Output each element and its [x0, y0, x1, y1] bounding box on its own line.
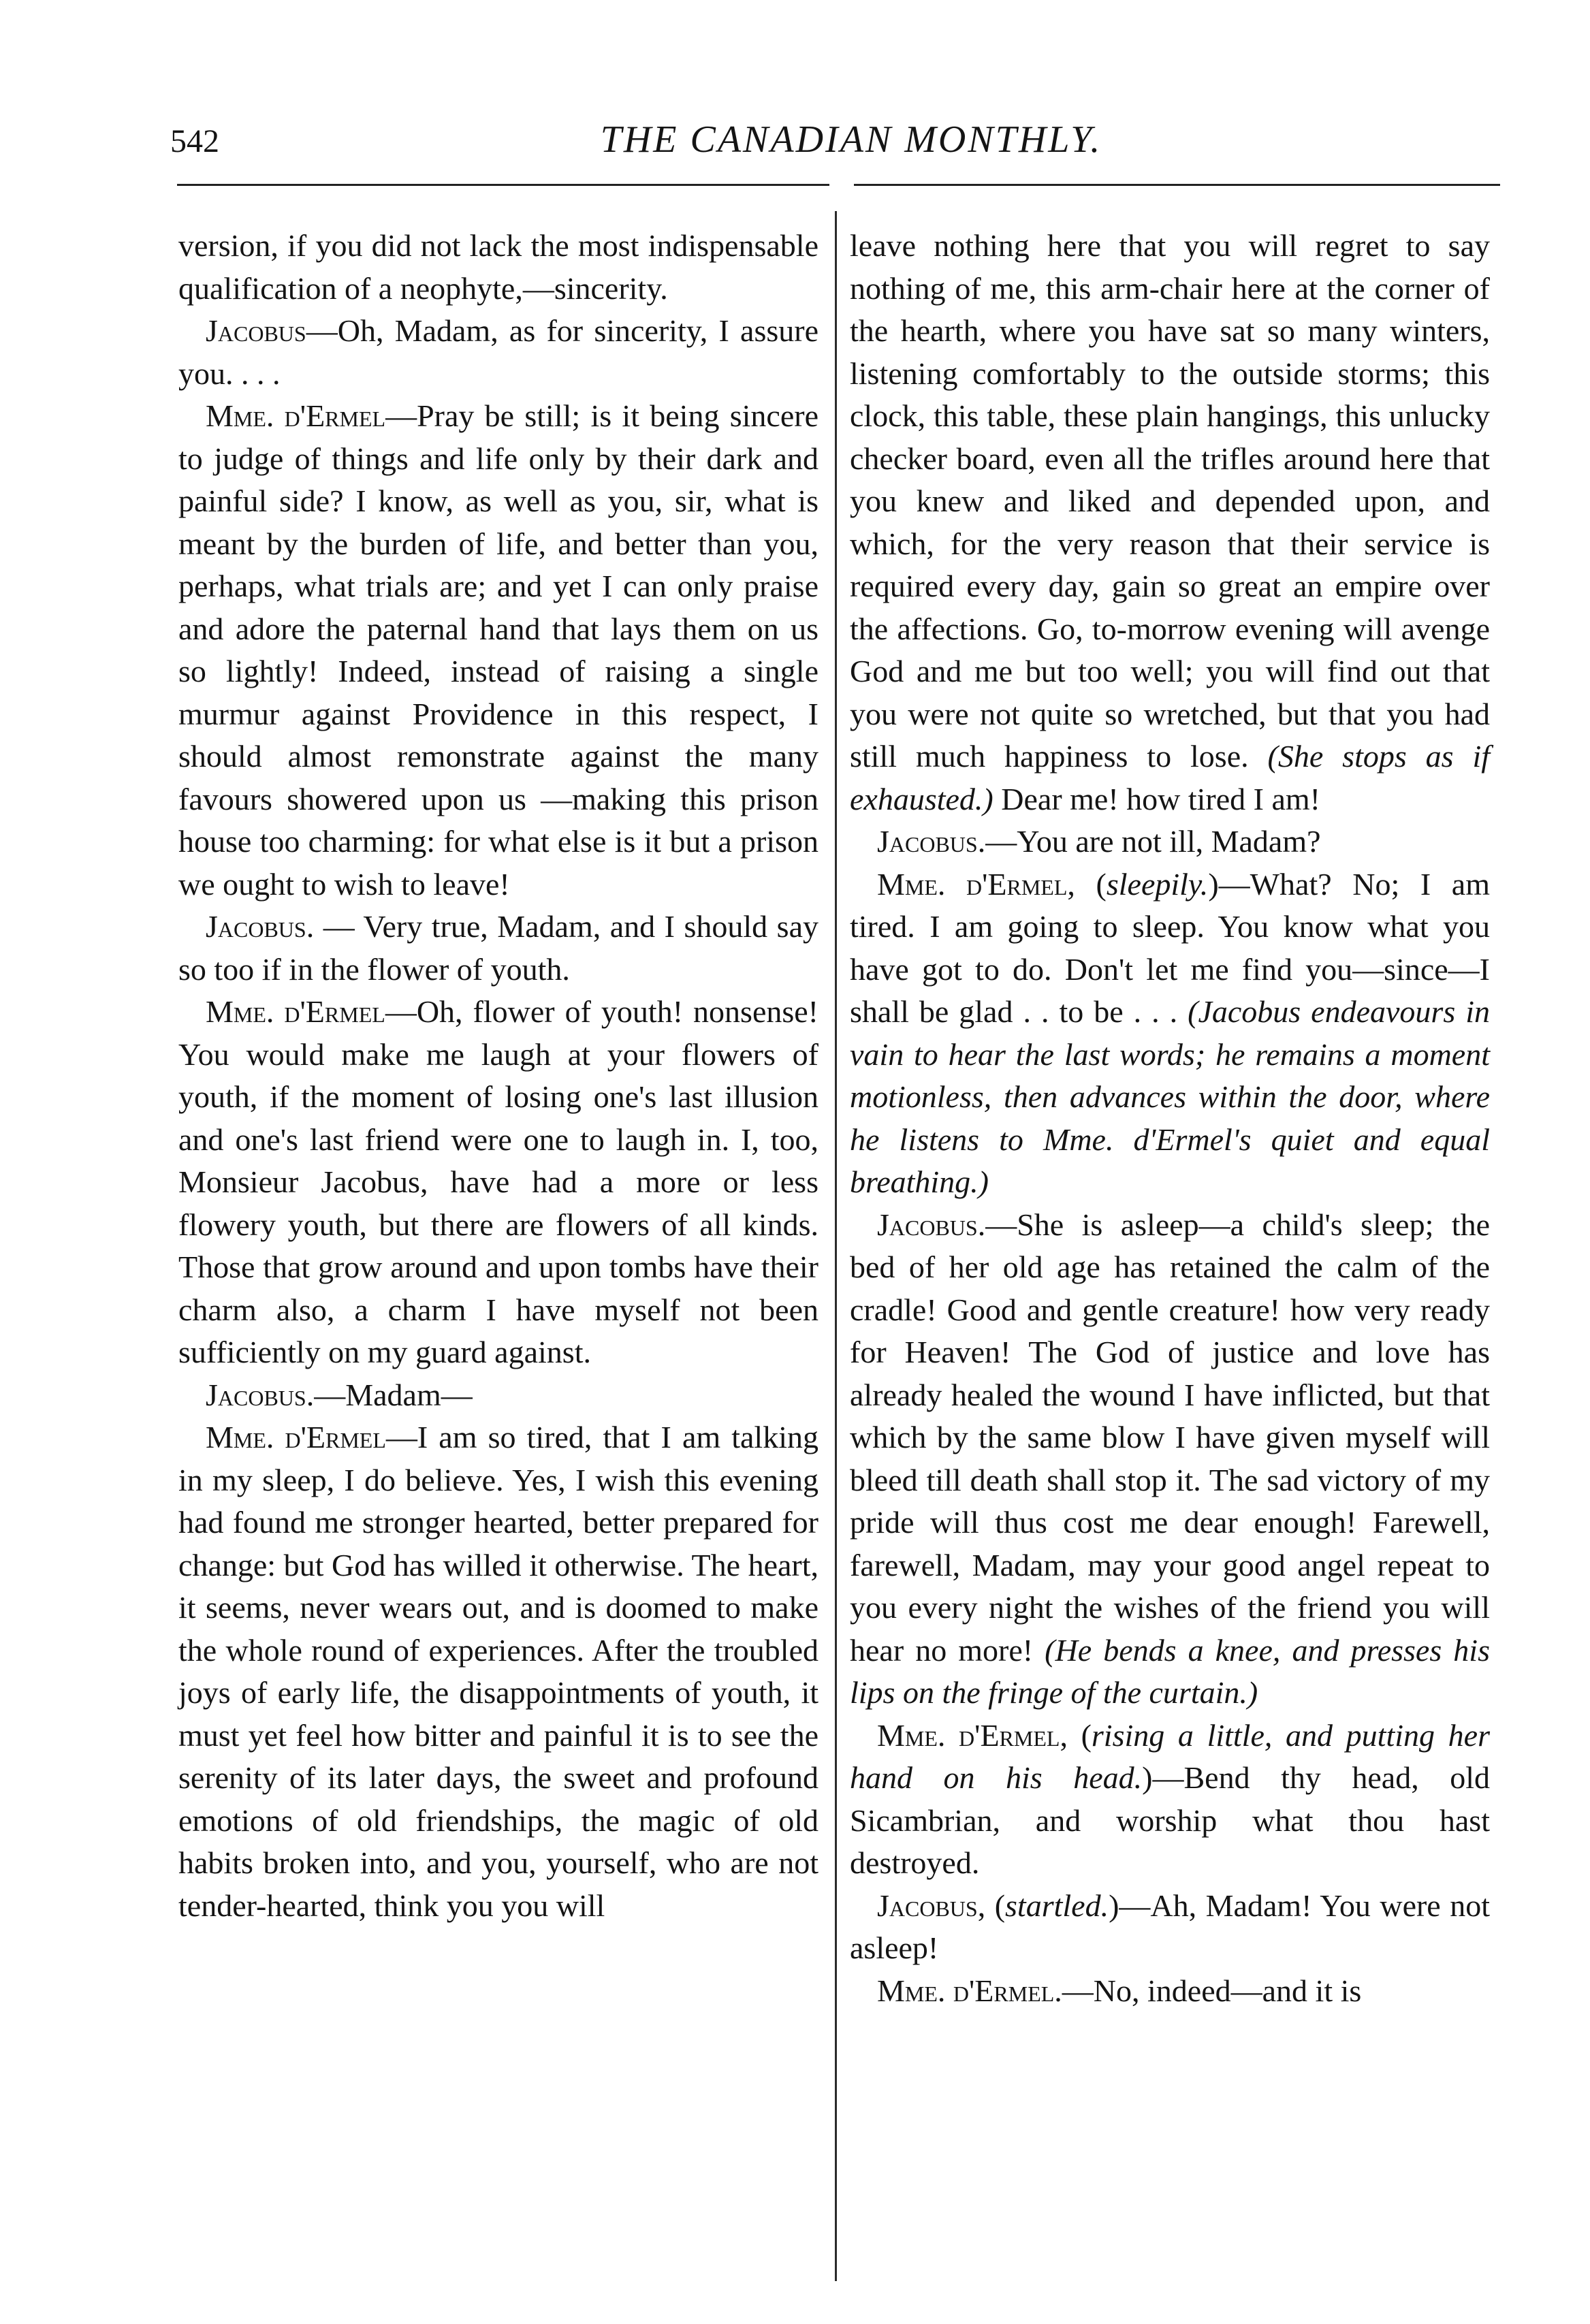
stage-direction: (He bends a knee, and presses his lips on the fringe of the curtain.) — [850, 1632, 1490, 1710]
dialogue-text: —Bend thy head, old Sicambrian, and worship what thou hast destroyed. — [850, 1760, 1490, 1880]
page-header — [0, 0, 1590, 218]
right-column — [850, 225, 1490, 2012]
dialogue-text: .—She is asleep—a child's sleep; the bed of her old age has retained the calm of the cradle! Good and gentle creature! how very ready for Heaven! The God of justice and love has already healed the wound I have inflicted, but that which by the same blow I have given myself will bleed till death shall stop it. The sad victory of my pride will thus cost me dear enough! Farewell, farewell, Madam, may your good angel repeat to you every night the wishes of the friend you will hear no more! — [850, 1207, 1490, 1668]
paragraph — [178, 225, 818, 310]
header-rule-left — [177, 184, 829, 186]
paragraph — [178, 310, 818, 395]
column-divider — [835, 211, 837, 2281]
dialogue-text: .—Madam— — [306, 1377, 473, 1412]
stage-direction: rising a little, and putting her hand on his head. — [850, 1717, 1490, 1795]
speaker-name: Mme. d'Ermel — [206, 1420, 386, 1454]
stage-direction: sleepily. — [1106, 866, 1209, 902]
paragraph — [178, 991, 818, 1374]
dialogue-text: Dear me! how tired I am! — [993, 781, 1321, 816]
speaker-name: Jacobus — [877, 1207, 978, 1242]
speaker-name: Jacobus — [206, 313, 306, 348]
speaker-name: Mme. d'Ermel — [877, 1717, 1060, 1753]
dialogue-text: —Oh, flower of youth! nonsense! You would make me laugh at your flowers of youth, if the moment of losing one's last illusion and one's last friend were one to laugh in. I, too, Monsieur Jacobus, have had a more or less flowery youth, but there are flowers of all kinds. Those that grow around and upon tombs have their charm also, a charm I have myself not been sufficiently on my guard against. — [178, 994, 818, 1369]
paragraph: Mme. d'Ermel, (sleepily.)—What? No; I am tired. I am going to sleep. You know what you have got to do. Don't let me find you—since—I shall be glad . . to be . . . (Jacobus endeavours in vain to hear the last words; he remains a moment motionless, then advances within the door, where he listens to Mme. d'Ermel's quiet and equal breathing.) — [850, 866, 1491, 1199]
dialogue-text: —Oh, Madam, as for sincerity, I assure you. . . . — [178, 313, 818, 391]
paragraph: Jacobus, (startled.)—Ah, Madam! You were not asleep! — [850, 1888, 1490, 1965]
dialogue-text: version, if you did not lack the most indispensable qualification of a neophyte,—sincerity. — [178, 228, 818, 306]
left-column — [178, 225, 818, 1927]
speaker-name: Mme. d'Ermel — [877, 866, 1068, 902]
paragraph — [850, 1204, 1490, 1715]
speaker-name: Jacobus — [877, 1888, 978, 1923]
paragraph — [178, 906, 818, 991]
stage-direction: (Jacobus endeavours in vain to hear the last words; he remains a moment motionless, then advances within the door, where he listens to Mme. d'Ermel's quiet and equal breathing.) — [850, 994, 1490, 1199]
speaker-name: Mme. d'Ermel — [206, 994, 385, 1029]
dialogue-text: .—You are not ill, Madam? — [977, 824, 1321, 859]
paragraph: Mme. d'Ermel, (rising a little, and putting her hand on his head.)—Bend thy head, old Sicambrian, and worship what thou hast destroyed. — [850, 1717, 1490, 1880]
speaker-name: Jacobus — [206, 1377, 306, 1412]
stage-direction: (She stops as if exhausted.) — [850, 739, 1491, 816]
dialogue-text: —I am so tired, that I am talking in my sleep, I do believe. Yes, I wish this evening had found me stronger hearted, better prepared for change: but God has willed it otherwise. The heart, it seems, never wears out, and is doomed to make the whole round of experiences. After the troubled joys of early life, the disappointments of youth, it must yet feel how bitter and painful it is to see the serenity of its later days, the sweet and profound emotions of old friendships, the magic of old habits broken into, and you, yourself, who are not tender-hearted, think you you will — [178, 1420, 818, 1923]
dialogue-text: —Ah, Madam! You were not asleep! — [850, 1888, 1490, 1965]
speaker-name: Jacobus — [206, 909, 306, 944]
dialogue-text: —What? No; I am tired. I am going to sleep. You know what you have got to do. Don't let me find you—since—I shall be glad . . to be . . . — [850, 866, 1491, 1029]
stage-direction: startled. — [1005, 1888, 1109, 1923]
speaker-name: Mme. d'Ermel — [206, 398, 386, 433]
speaker-name: Jacobus — [877, 824, 978, 859]
running-title: THE CANADIAN MONTHLY. — [600, 118, 1102, 161]
paragraph — [850, 1970, 1490, 2013]
dialogue-text: . — Very true, Madam, and I should say so too if in the flower of youth. — [178, 909, 818, 987]
dialogue-text: —Pray be still; is it being sincere to judge of things and life only by their dark and painful side? I know, as well as you, sir, what is meant by the burden of life, and better than you, perhaps, what trials are; and yet I can only praise and adore the paternal hand that lays them on us so lightly! Indeed, instead of raising a single murmur against Providence in this respect, I should almost remonstrate against the many favours showered upon us —making this prison house too charming: for what else is it but a prison we ought to wish to leave! — [178, 398, 818, 902]
dialogue-text: leave nothing here that you will regret to say nothing of me, this arm-chair here at the corner of the hearth, where you have sat so many winters, listening comfortably to the outside storms; this clock, this table, these plain hangings, this unlucky checker board, even all the trifles around here that you knew and liked and depended upon, and which, for the very reason that their service is required every day, gain so great an empire over the affections. Go, to-morrow evening will avenge God and me but too well; you will find out that you were not quite so wretched, but that you had still much happiness to lose. — [850, 228, 1490, 774]
paragraph — [850, 225, 1490, 821]
page-number: 542 — [170, 123, 219, 159]
paragraph — [178, 395, 818, 906]
header-rule-right — [854, 184, 1500, 186]
dialogue-text: .—No, indeed—and it is — [1054, 1973, 1362, 2008]
speaker-name: Mme. d'Ermel — [877, 1973, 1055, 2008]
paragraph — [178, 1416, 818, 1927]
paragraph — [178, 1374, 818, 1417]
paragraph — [850, 821, 1490, 863]
